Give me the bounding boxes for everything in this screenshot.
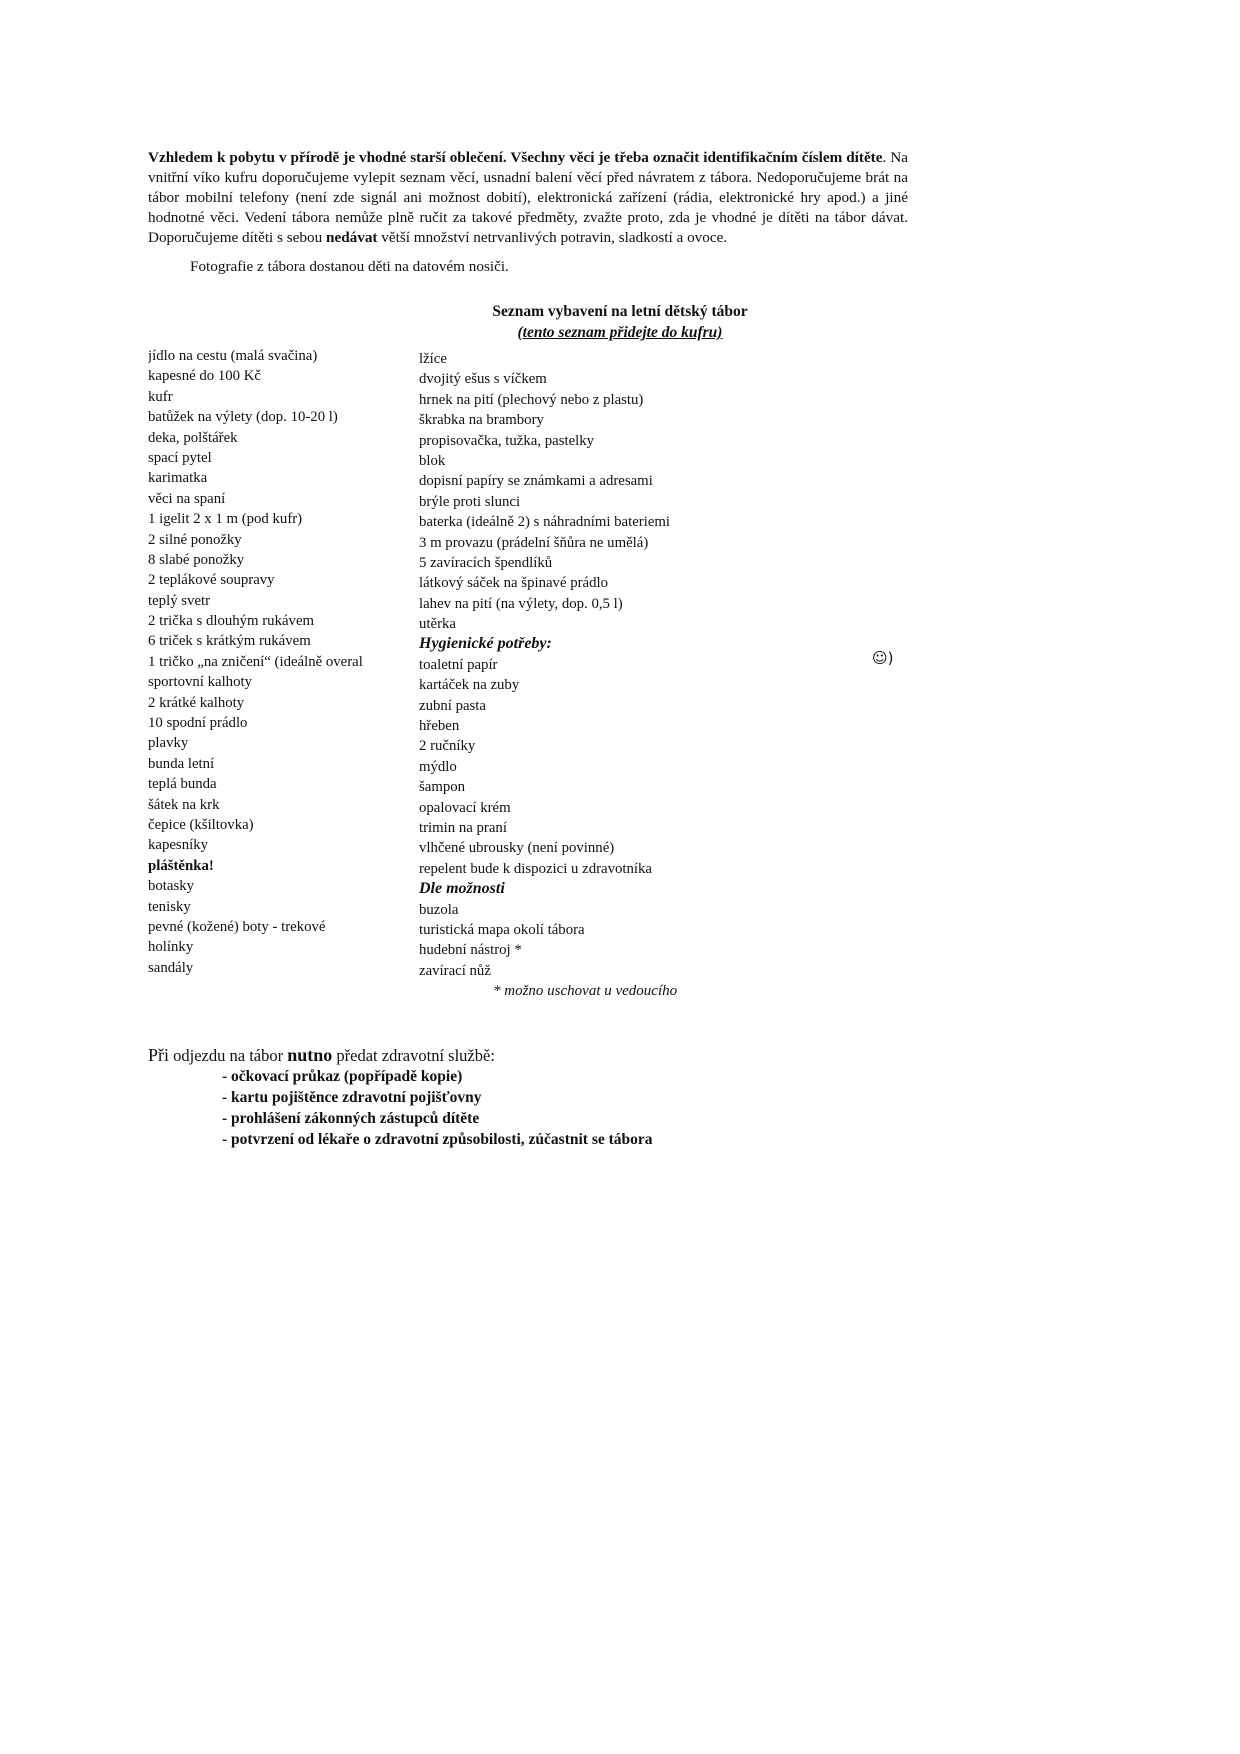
list-item: dopisní papíry se známkami a adresami — [419, 473, 653, 490]
list-item: toaletní papír — [419, 656, 498, 673]
list-item: plavky — [148, 735, 189, 752]
list-item: 1 tričko „na zničení“ (ideálně overal — [148, 653, 363, 670]
list-item: 2 silné ponožky — [148, 531, 242, 548]
list-item: 2 teplákové soupravy — [148, 572, 275, 589]
departure-text-1: odjezdu na tábor — [169, 1046, 288, 1065]
list-item: hřeben — [419, 718, 460, 735]
list-item: spací pytel — [148, 449, 212, 466]
list-item: 10 spodní prádlo — [148, 715, 248, 732]
departure-lead: Při — [148, 1045, 170, 1065]
list-item: šampon — [419, 779, 466, 796]
list-item: teplá bunda — [148, 776, 217, 793]
list-item: pevné (kožené) boty - trekové — [148, 918, 326, 935]
list-item: hrnek na pití (plechový nebo z plastu) — [419, 391, 644, 408]
list-item: buzola — [419, 901, 459, 918]
list-item: sandály — [148, 959, 194, 976]
required-document-item: - prohlášení zákonných zástupců dítěte — [222, 1110, 480, 1127]
list-item: 8 slabé ponožky — [148, 551, 245, 568]
smiley-icon: ☺) — [872, 649, 894, 667]
intro-bold-2: nedávat — [326, 229, 378, 246]
list-item: šátek na krk — [148, 796, 220, 813]
list-item: repelent bude k dispozici u zdravotníka — [419, 860, 652, 877]
list-item: teplý svetr — [148, 592, 211, 609]
list-item: botasky — [148, 878, 195, 895]
list-item: 2 ručníky — [419, 738, 476, 755]
list-item: 2 krátké kalhoty — [148, 694, 245, 711]
list-item: baterka (ideálně 2) s náhradními bateriemi — [419, 514, 671, 531]
list-title: Seznam vybavení na letní dětský tábor — [492, 303, 748, 320]
intro-text-1: . Na vnitřní víko kufru doporučujeme vylepit seznam věcí, usnadní balení věcí před návratem z tábora. Nedoporučujeme brát na tábor mobilní telefony (není zde signál ani možnost dobití), elektronická zařízení (rádia, elektronické hry apod.) a jiné hodnotné věci. Vedení tábora nemůže plně ručit za takové předměty, zvažte proto, zda je vhodné je dítěti na tábor dávat. Doporučujeme dítěti s sebou — [148, 149, 908, 246]
list-item-raincoat: pláštěnka! — [148, 857, 214, 874]
list-item: bunda letní — [148, 755, 215, 772]
list-item: 2 trička s dlouhým rukávem — [148, 613, 315, 630]
list-item: čepice (kšiltovka) — [148, 816, 254, 833]
list-item: lahev na pití (na výlety, dop. 0,5 l) — [419, 595, 623, 612]
list-item: batůžek na výlety (dop. 10-20 l) — [148, 409, 338, 426]
list-item: kartáček na zuby — [419, 677, 520, 694]
list-item: turistická mapa okolí tábora — [419, 921, 585, 938]
list-item: 5 zavíracích špendlíků — [419, 554, 553, 571]
list-item: zavírací nůž — [419, 962, 491, 979]
footnote: * možno uschovat u vedoucího — [493, 983, 678, 999]
list-item: karimatka — [148, 470, 208, 487]
required-document-item: - očkovací průkaz (popřípadě kopie) — [222, 1068, 463, 1085]
right-item-list — [419, 349, 749, 981]
left-item-list — [148, 346, 413, 978]
list-item: tenisky — [148, 898, 191, 915]
list-item: propisovačka, tužka, pastelky — [419, 432, 595, 449]
intro-bold-1: Vzhledem k pobytu v přírodě je vhodné starší oblečení. Všechny věci je třeba označit identifikačním číslem dítěte — [148, 149, 883, 166]
list-item: dvojitý ešus s víčkem — [419, 371, 547, 388]
list-item: utěrka — [419, 616, 456, 633]
list-item: 3 m provazu (prádelní šňůra ne umělá) — [419, 534, 649, 551]
list-item: deka, polštářek — [148, 429, 238, 446]
list-item: hudební nástroj * — [419, 942, 522, 959]
list-item: zubní pasta — [419, 697, 486, 714]
list-item: mýdlo — [419, 758, 457, 775]
departure-bold: nutno — [287, 1045, 333, 1065]
list-item: opalovací krém — [419, 799, 511, 816]
list-item: sportovní kalhoty — [148, 674, 252, 691]
list-subtitle: (tento seznam přidejte do kufru) — [517, 324, 723, 341]
hygiene-header: Hygienické potřeby: — [419, 635, 552, 653]
list-item: kapesníky — [148, 837, 208, 854]
photo-note: Fotografie z tábora dostanou děti na datovém nosiči. — [190, 258, 509, 275]
intro-paragraph — [148, 148, 908, 248]
list-item: blok — [419, 452, 446, 469]
list-item: brýle proti slunci — [419, 493, 521, 510]
required-document-item: - kartu pojištěnce zdravotní pojišťovny — [222, 1089, 482, 1106]
list-item: kapesné do 100 Kč — [148, 368, 261, 385]
intro-text-2: větší množství netrvanlivých potravin, sladkostí a ovoce. — [377, 229, 728, 246]
list-item: vlhčené ubrousky (není povinné) — [419, 840, 615, 857]
list-item: škrabka na brambory — [419, 412, 544, 429]
list-item: lžíce — [419, 351, 447, 367]
list-item: kufr — [148, 388, 173, 405]
list-item: 6 triček s krátkým rukávem — [148, 633, 311, 650]
departure-intro — [148, 1044, 495, 1067]
list-item: holínky — [148, 939, 194, 956]
optional-header: Dle možnosti — [419, 880, 505, 898]
required-documents-list — [222, 1066, 653, 1150]
list-item: jídlo na cestu (malá svačina) — [148, 348, 318, 364]
list-item: trimin na praní — [419, 819, 507, 836]
list-item: věci na spaní — [148, 490, 226, 507]
list-item: 1 igelit 2 x 1 m (pod kufr) — [148, 511, 303, 528]
departure-text-2: předat zdravotní službě: — [332, 1046, 495, 1065]
required-document-item: - potvrzení od lékaře o zdravotní způsobilosti, zúčastnit se tábora — [222, 1131, 653, 1148]
list-item: látkový sáček na špinavé prádlo — [419, 575, 609, 592]
